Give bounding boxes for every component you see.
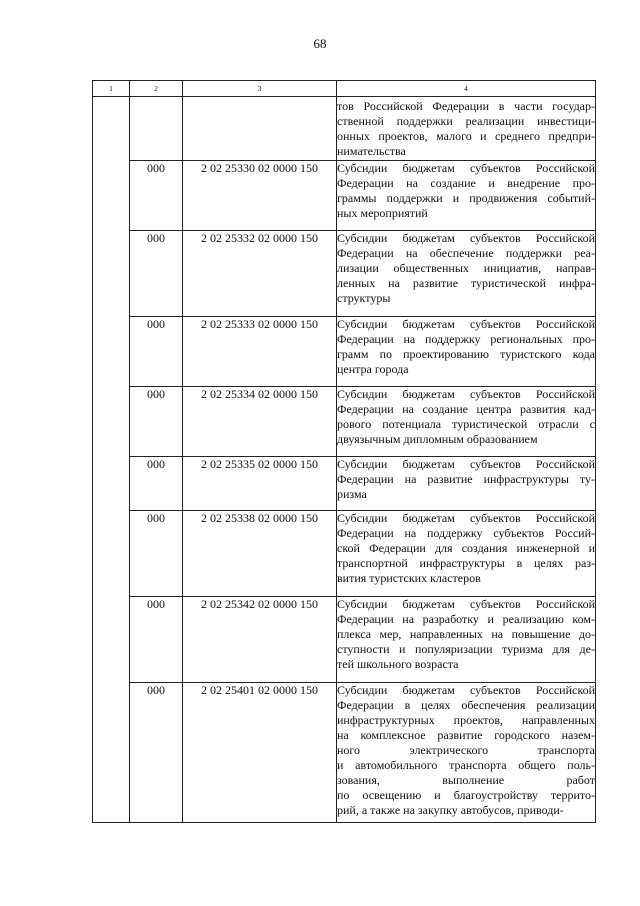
description-line: Федерации на создание центра развития кад- [337,402,595,416]
description-line: вития туристских кластеров [337,571,481,585]
revenue-description-cell [337,683,596,823]
description-line: Субсидии бюджетам субъектов Российской [337,683,595,697]
admin-code-cell: 000 [130,597,183,683]
description-line: Субсидии бюджетам субъектов Российской [337,387,595,401]
table-row [93,161,596,231]
revenue-description-cell [337,511,596,597]
revenue-description-cell [337,97,596,161]
table-row [93,97,596,161]
description-line: граммы поддержки и продвижения событий- [337,191,595,205]
budget-classification-code-cell: 2 02 25342 02 0000 150 [183,597,337,683]
description-line: грамм по проектированию туристского кода [337,347,595,361]
description-line: Субсидии бюджетам субъектов Российской [337,511,595,525]
description-line: двуязычным дипломным образованием [337,432,538,446]
description-line: ленных на развитие туристической инфра- [337,276,595,290]
column-1-cell [93,97,130,823]
description-line: структуры [337,291,391,305]
table-row [93,597,596,683]
column-number-3: 3 [183,81,337,97]
revenue-description-cell [337,597,596,683]
description-line: транспортной инфраструктуры в целях раз- [337,556,595,570]
description-line: Субсидии бюджетам субъектов Российской [337,231,595,245]
revenue-description-cell [337,457,596,511]
description-line: ступности и популяризации туризма для де- [337,642,595,656]
description-line: Субсидии бюджетам субъектов Российской [337,317,595,331]
column-number-4: 4 [337,81,596,97]
description-line: инфраструктурных проектов, направленных [337,713,595,727]
revenue-description-cell [337,317,596,387]
description-line: и автомобильного транспорта общего поль- [337,758,595,772]
description-line: Федерации на разработку и реализацию ком- [337,612,595,626]
table-row [93,387,596,457]
description-line: Федерации на развитие инфраструктуры ту- [337,472,595,486]
admin-code-cell: 000 [130,317,183,387]
description-line: Федерации на обеспечение поддержки реа- [337,246,595,260]
description-line: ской Федерации для создания инженерной и [337,541,595,555]
description-line: рового потенциала туристической отрасли с [337,417,595,431]
admin-code-cell: 000 [130,161,183,231]
budget-classification-code-cell: 2 02 25334 02 0000 150 [183,387,337,457]
description-line: онных проектов, малого и среднего предпри- [337,129,595,143]
revenue-description-cell [337,387,596,457]
description-line: Федерации на поддержку региональных про- [337,332,595,346]
page-number: 68 [313,36,327,51]
revenue-description-cell [337,231,596,317]
description-line: Субсидии бюджетам субъектов Российской [337,457,595,471]
description-line: лизации общественных инициатив, направ- [337,261,595,275]
table-header-row [93,81,596,97]
description-line: ризма [337,487,367,501]
description-line: ных мероприятий [337,206,428,220]
description-line: зования, выполнение работ [337,773,595,787]
admin-code-cell: 000 [130,511,183,597]
admin-code-cell: 000 [130,683,183,823]
description-line: Субсидии бюджетам субъектов Российской [337,161,595,175]
description-line: плекса мер, направленных на повышение до- [337,627,595,641]
description-line: ного электрического транспорта [337,743,595,757]
table-row [93,457,596,511]
description-line: нимательства [337,144,406,158]
description-line: Субсидии бюджетам субъектов Российской [337,597,595,611]
budget-codes-table [92,80,596,823]
column-number-1: 1 [93,81,130,97]
description-line: рий, а также на закупку автобусов, приводи- [337,803,564,817]
description-line: Федерации на поддержку субъектов Россий- [337,526,595,540]
admin-code-cell: 000 [130,457,183,511]
column-number-2: 2 [130,81,183,97]
revenue-description-cell [337,161,596,231]
budget-classification-code-cell: 2 02 25401 02 0000 150 [183,683,337,823]
budget-classification-code-cell [183,97,337,161]
admin-code-cell: 000 [130,231,183,317]
description-line: ственной поддержки реализации инвестици- [337,114,595,128]
description-line: центра города [337,362,409,376]
admin-code-cell [130,97,183,161]
table-row [93,511,596,597]
budget-classification-code-cell: 2 02 25333 02 0000 150 [183,317,337,387]
budget-classification-code-cell: 2 02 25338 02 0000 150 [183,511,337,597]
table-body [93,81,596,823]
description-line: Федерации в целях обеспечения реализации [337,698,595,712]
table-row [93,231,596,317]
description-line: тов Российской Федерации в части государ- [337,99,595,113]
description-line: тей школьного возраста [337,657,459,671]
budget-classification-code-cell: 2 02 25330 02 0000 150 [183,161,337,231]
description-line: по освещению и благоустройству террито- [337,788,595,802]
description-line: Федерации на создание и внедрение про- [337,176,595,190]
admin-code-cell: 000 [130,387,183,457]
table-row [93,317,596,387]
description-line: на комплексное развитие городского назем- [337,728,595,742]
budget-classification-code-cell: 2 02 25332 02 0000 150 [183,231,337,317]
table-row [93,683,596,823]
budget-classification-code-cell: 2 02 25335 02 0000 150 [183,457,337,511]
